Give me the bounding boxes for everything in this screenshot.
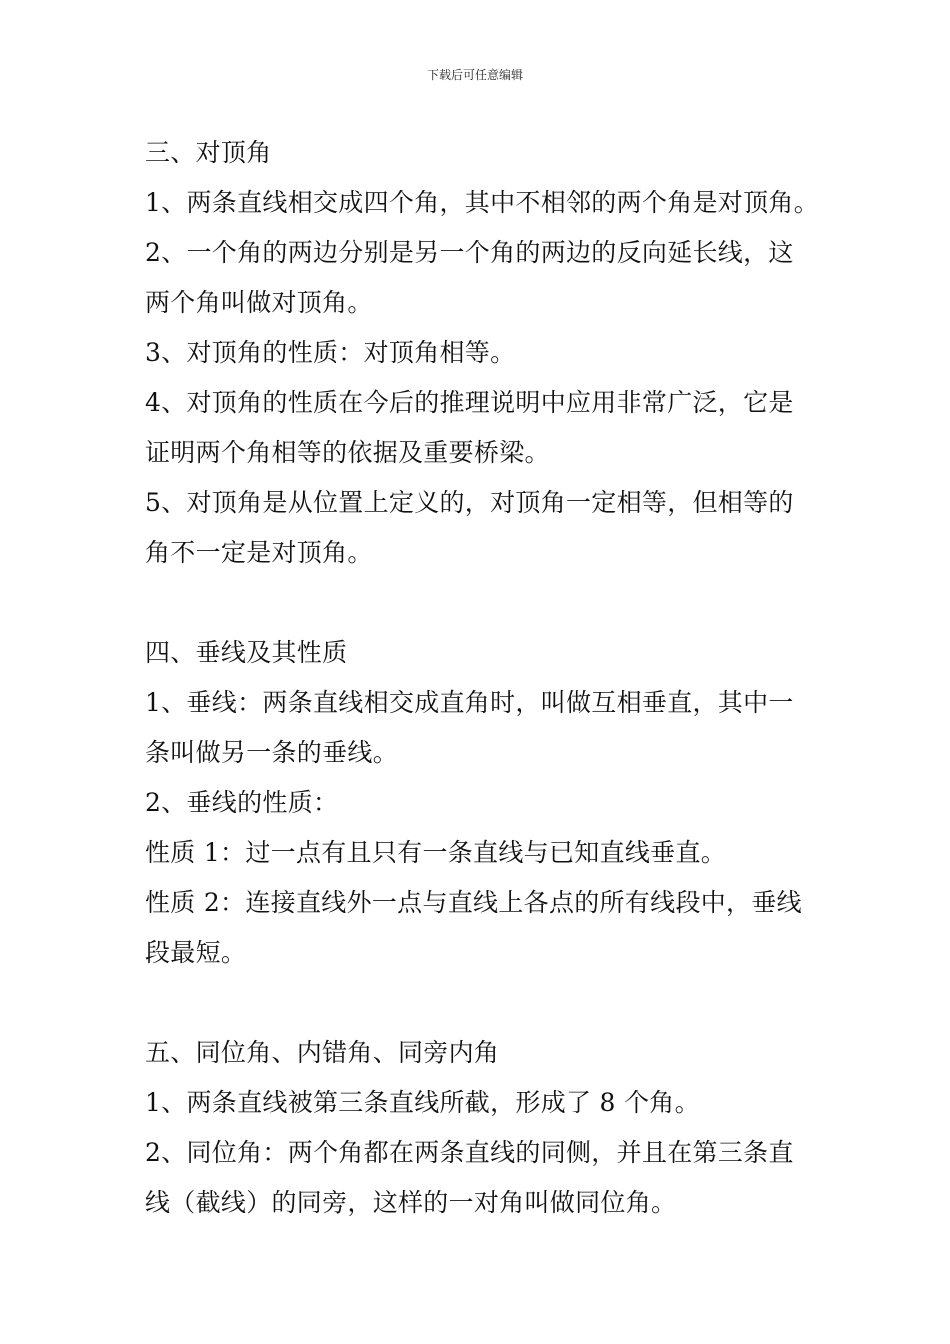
- paragraph-line: 2、一个角的两边分别是另一个角的两边的反向延长线，这: [145, 238, 794, 267]
- section-vertical-angles: [145, 128, 820, 578]
- paragraph-line: 条叫做另一条的垂线。: [145, 738, 399, 767]
- paragraph-line: 5、对顶角是从位置上定义的，对顶角一定相等，但相等的: [145, 488, 794, 517]
- paragraph-line: 性质 2：连接直线外一点与直线上各点的所有线段中，垂线: [145, 888, 802, 917]
- page-header: 下载后可任意编辑: [426, 68, 523, 82]
- section-spacer: [145, 578, 815, 628]
- paragraph-line: 2、垂线的性质：: [145, 788, 339, 817]
- paragraph-line: 性质 1：过一点有且只有一条直线与已知直线垂直。: [145, 838, 727, 867]
- document-body: [145, 128, 820, 1228]
- paragraph-line: 角不一定是对顶角。: [145, 538, 373, 567]
- section-heading: 四、垂线及其性质: [145, 638, 348, 667]
- section-heading: 五、同位角、内错角、同旁内角: [145, 1038, 500, 1067]
- paragraph-line: 1、垂线：两条直线相交成直角时，叫做互相垂直，其中一: [145, 688, 794, 717]
- paragraph-line: 4、对顶角的性质在今后的推理说明中应用非常广泛，它是: [145, 388, 794, 417]
- paragraph-line: 2、同位角：两个角都在两条直线的同侧，并且在第三条直: [145, 1138, 794, 1167]
- section-corresponding-angles: [145, 1028, 815, 1228]
- section-heading: 三、对顶角: [145, 138, 272, 167]
- section-perpendicular-lines: [145, 628, 815, 978]
- paragraph-line: 线（截线）的同旁，这样的一对角叫做同位角。: [145, 1188, 677, 1217]
- section-spacer: [145, 978, 815, 1028]
- paragraph-line: 1、两条直线相交成四个角，其中不相邻的两个角是对顶角。: [145, 188, 820, 217]
- paragraph-line: 证明两个角相等的依据及重要桥梁。: [145, 438, 550, 467]
- paragraph-line: 段最短。: [145, 938, 247, 967]
- paragraph-line: 1、两条直线被第三条直线所截，形成了 8 个角。: [145, 1088, 700, 1117]
- paragraph-line: 两个角叫做对顶角。: [145, 288, 373, 317]
- paragraph-line: 3、对顶角的性质：对顶角相等。: [145, 338, 516, 367]
